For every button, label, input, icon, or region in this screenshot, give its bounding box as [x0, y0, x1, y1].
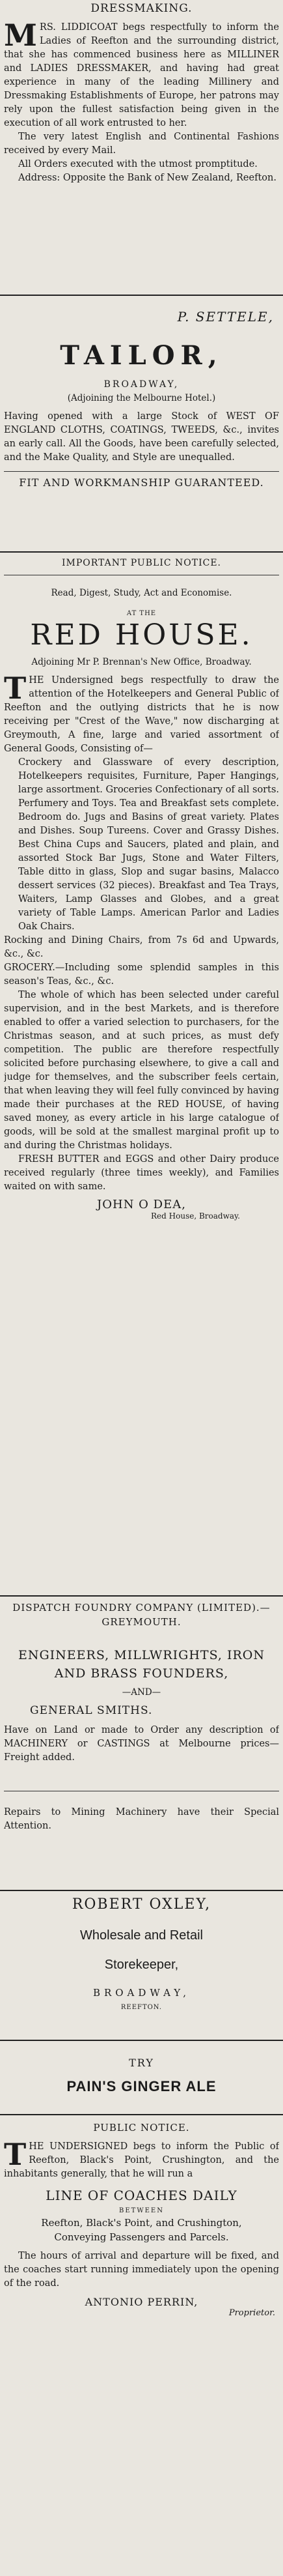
oxley-town: REEFTON. [120, 2004, 163, 2011]
oxley-name: ROBERT OXLEY, [72, 1896, 211, 1913]
tailor-trade: TAILOR, [60, 340, 223, 371]
tailor-ad [4, 296, 279, 551]
tailor-body: Having opened with a large Stock of WEST OF ENGLAND CLOTHS, COATINGS, TWEEDS, &c., invites an early call. All the Goods, have been carefully selected, and the Make Quality, and Style are unequalled. [4, 411, 279, 463]
oxley-street: BROADWAY, [92, 1987, 191, 1999]
tailor-note: (Adjoining the Melbourne Hotel.) [67, 393, 216, 403]
oxley-trade-2: Storekeeper, [104, 1958, 179, 1972]
foundry-and: —AND— [122, 1687, 161, 1698]
foundry-name: DISPATCH FOUNDRY COMPANY (LIMITED).—GREYMOUTH. [12, 1602, 271, 1628]
red-house-dropcap: T [4, 671, 27, 706]
red-house-signer-address: Red House, Broadway. [151, 1211, 240, 1221]
coaches-role: Proprietor. [228, 2308, 275, 2318]
tailor-street: BROADWAY, [103, 379, 180, 390]
foundry-repairs: Repairs to Mining Machinery have their Special Attention. [4, 1807, 279, 1831]
dressmaking-heading: DRESSMAKING. [90, 2, 193, 15]
foundry-ad [4, 1597, 279, 1890]
coaches-conveying: Conveying Passengers and Parcels. [54, 2231, 229, 2243]
foundry-smiths: GENERAL SMITHS. [30, 1704, 153, 1717]
foundry-body: Have on Land or made to Order any description of MACHINERY or CASTINGS at Melbourne prices—Freight added. [4, 1725, 279, 1763]
coaches-hours: The hours of arrival and departure will be fixed, and the coaches start running immediately upon the opening of the road. [4, 2251, 279, 2289]
red-house-intro: THE Undersigned begs respectfully to draw the attention of the Hotelkeepers and General Public of Reefton and the outlying districts that he is now receiving per "Crest of the Wave," now discharging at Greymouth, A fine, large and varied assortment of General Goods, Consisting of— [4, 671, 279, 754]
red-house-tagline: Read, Digest, Study, Act and Economise. [51, 588, 232, 598]
coaches-body: THE UNDERSIGNED begs to inform the Public of Reefton, Black's Point, Crushington, and the inhabitants generally, that he will run a [4, 2137, 279, 2179]
dressmaking-fashions: The very latest English and Continental Fashions received by every Mail. [4, 132, 279, 156]
dressmaking-orders: All Orders executed with the utmost promptitude. [18, 159, 258, 169]
divider [4, 471, 279, 472]
red-house-heading: IMPORTANT PUBLIC NOTICE. [61, 558, 221, 568]
coaches-dropcap: T [4, 2137, 27, 2172]
tailor-name: P. SETTELE, [177, 309, 274, 325]
dressmaking-ad [4, 0, 279, 295]
dressmaking-dropcap: M [4, 18, 37, 53]
dressmaking-address: Address: Opposite the Bank of New Zealand, Reefton. [18, 173, 276, 183]
coaches-heading: PUBLIC NOTICE. [93, 2122, 190, 2134]
red-house-crockery: Crockery and Glassware of every description, Hotelkeepers requisites, Furniture, Paper Hangings, large assortment. Groceries Confectionary of all sorts. Perfumery and Toys. Tea and Breakfast sets complete. Bedroom do. Jugs and Basins of great variety. Plates and Dishes. Soup Tureens. Cover and Grassy Dishes. Best China Cups and Saucers, plated and plain, and assorted Stock Bar Jugs, Stone and Water Filters, Table ditto in glass, Slop and sugar basins, Malacco dessert services (32 pieces). Breakfast and Tea Trays, Waiters, Lamp Glasses and Globes, and a great variety of Table Lamps. American Parlor and Ladies Oak Chairs. [18, 757, 279, 932]
tailor-slogan: FIT AND WORKMANSHIP GUARANTEED. [19, 476, 264, 489]
coaches-ad [4, 2115, 279, 2545]
ginger-ale-try: TRY [129, 2057, 154, 2069]
red-house-ad [4, 553, 279, 1595]
red-house-title: RED HOUSE. [30, 618, 253, 652]
ginger-ale-product: PAIN'S GINGER ALE [66, 2078, 217, 2094]
foundry-engineers: ENGINEERS, MILLWRIGHTS, IRON AND BRASS FOUNDERS, [18, 1648, 265, 1681]
red-house-adjoining: Adjoining Mr P. Brennan's New Office, Broadway. [31, 657, 252, 667]
red-house-butter: FRESH BUTTER and EGGS and other Dairy produce received regularly (three times weekly), and Families waited on with same. [4, 1154, 279, 1192]
oxley-trade: Wholesale and Retail [80, 1928, 203, 1943]
coaches-route: Reefton, Black's Point, and Crushington, [41, 2217, 242, 2229]
red-house-rocking: Rocking and Dining Chairs, from 7s 6d and Upwards, &c., &c. [4, 935, 279, 959]
coaches-signer: ANTONIO PERRIN, [85, 2296, 198, 2308]
ginger-ale-ad [4, 2041, 279, 2114]
dressmaking-body: MRS. LIDDICOAT begs respectfully to inform the Ladies of Reefton and the surrounding district, that she has commenced business here as MILLINER and LADIES DRESSMAKER, and having had great experience in many of the leading Millinery and Dressmaking Establishments of Europe, her patrons may rely upon the fullest satisfaction being given in the execution of all work entrusted to her. [4, 18, 279, 128]
oxley-ad [4, 1891, 279, 2040]
red-house-at-the: AT THE [126, 610, 157, 617]
coaches-line-title: LINE OF COACHES DAILY [46, 2188, 237, 2203]
red-house-signer: JOHN O DEA, [97, 1198, 186, 1211]
red-house-whole: The whole of which has been selected under careful supervision, and in the best Markets, and is therefore enabled to offer a varied selection to purchasers, for the Christmas season, and at such prices, as must defy competition. The public are therefore respectfully solicited before purchasing elsewhere, to give a call and judge for themselves, and the subscriber feels certain, that when leaving they will feel fully convinced by having made their purchases at the RED HOUSE, of having saved money, as every article in his large catalogue of goods, will be sold at the smallest marginal profit up to and during the Christmas holidays. [4, 990, 279, 1151]
red-house-grocery: GROCERY.—Including some splendid samples in this season's Teas, &c., &c. [4, 962, 279, 987]
coaches-between: BETWEEN [119, 2207, 164, 2214]
